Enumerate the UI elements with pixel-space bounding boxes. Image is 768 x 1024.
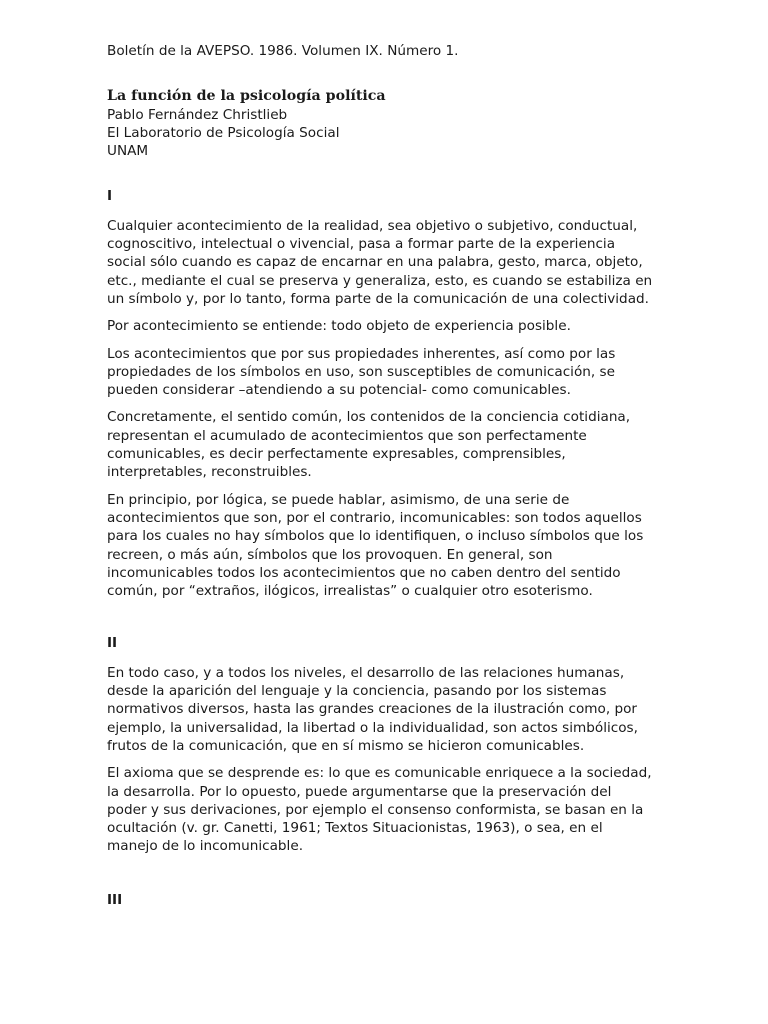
body-paragraph	[107, 217, 667, 308]
body-paragraph	[107, 345, 667, 400]
paragraph-line: Por acontecimiento se entiende: todo objeto de experiencia posible.	[107, 318, 571, 335]
paragraph-line: para los cuales no hay símbolos que lo identifiquen, o incluso símbolos que los	[107, 528, 644, 545]
paragraph-line: desde la aparición del lenguaje y la conciencia, pasando por los sistemas	[107, 683, 607, 700]
paragraph-line: Cualquier acontecimiento de la realidad, sea objetivo o subjetivo, conductual,	[107, 217, 638, 234]
journal-citation: Boletín de la AVEPSO. 1986. Volumen IX. Número 1.	[107, 43, 459, 59]
body-paragraph	[107, 764, 667, 855]
paragraph-line: Concretamente, el sentido común, los contenidos de la conciencia cotidiana,	[107, 409, 631, 426]
paragraph-line: cognoscitivo, intelectual o vivencial, pasa a formar parte de la experiencia	[107, 236, 616, 253]
article-body	[107, 187, 667, 909]
document-page	[107, 42, 667, 909]
article-title: La función de la psicología política	[107, 88, 386, 105]
paragraph-line: ocultación (v. gr. Canetti, 1961; Textos Situacionistas, 1963), o sea, en el	[107, 820, 603, 837]
paragraph-line: ejemplo, la universalidad, la libertad o la individualidad, son actos simbólicos,	[107, 719, 638, 736]
paragraph-line: común, por “extraños, ilógicos, irrealistas” o cualquier otro esoterismo.	[107, 583, 593, 600]
paragraph-line: En todo caso, y a todos los niveles, el desarrollo de las relaciones humanas,	[107, 664, 625, 681]
paragraph-line: En principio, por lógica, se puede hablar, asimismo, de una serie de	[107, 491, 570, 508]
paragraph-line: la desarrolla. Por lo opuesto, puede argumentarse que la preservación del	[107, 783, 612, 800]
body-paragraph	[107, 491, 667, 601]
section-heading: II	[107, 635, 118, 652]
body-paragraph	[107, 664, 667, 755]
paragraph-line: propiedades de los símbolos en uso, son susceptibles de comunicación, se	[107, 363, 615, 380]
author-name: Pablo Fernández Christlieb	[107, 106, 288, 123]
paragraph-line: etc., mediante el cual se preserva y generaliza, esto, es cuando se estabiliza en	[107, 272, 653, 289]
paragraph-line: acontecimientos que son, por el contrario, incomunicables: son todos aquellos	[107, 509, 642, 526]
paragraph-line: manejo de lo incomunicable.	[107, 838, 304, 855]
author-affiliation: El Laboratorio de Psicología Social	[107, 124, 340, 141]
paragraph-line: recreen, o más aún, símbolos que los provoquen. En general, son	[107, 546, 553, 563]
section-heading: I	[107, 188, 113, 205]
paragraph-line: El axioma que se desprende es: lo que es comunicable enriquece a la sociedad,	[107, 765, 652, 782]
paragraph-line: Los acontecimientos que por sus propiedades inherentes, así como por las	[107, 345, 616, 362]
body-paragraph	[107, 408, 667, 481]
paragraph-line: interpretables, reconstruibles.	[107, 464, 312, 481]
paragraph-line: social sólo cuando es capaz de encarnar en una palabra, gesto, marca, objeto,	[107, 254, 643, 271]
paragraph-line: un símbolo y, por lo tanto, forma parte de la comunicación de una colectividad.	[107, 290, 649, 307]
paragraph-line: representan el acumulado de acontecimientos que son perfectamente	[107, 427, 587, 444]
paragraph-line: poder y sus derivaciones, por ejemplo el consenso conformista, se basan en la	[107, 801, 644, 818]
paragraph-line: frutos de la comunicación, que en sí mismo se hicieron comunicables.	[107, 737, 585, 754]
article-header	[107, 87, 667, 160]
paragraph-line: incomunicables todos los acontecimientos que no caben dentro del sentido	[107, 564, 621, 581]
paragraph-line: normativos diversos, hasta las grandes creaciones de la ilustración como, por	[107, 701, 638, 718]
author-institution: UNAM	[107, 143, 149, 160]
paragraph-line: comunicables, es decir perfectamente expresables, comprensibles,	[107, 446, 566, 463]
paragraph-line: pueden considerar –atendiendo a su potencial- como comunicables.	[107, 382, 571, 399]
body-paragraph	[107, 317, 667, 335]
section-heading: III	[107, 891, 123, 908]
